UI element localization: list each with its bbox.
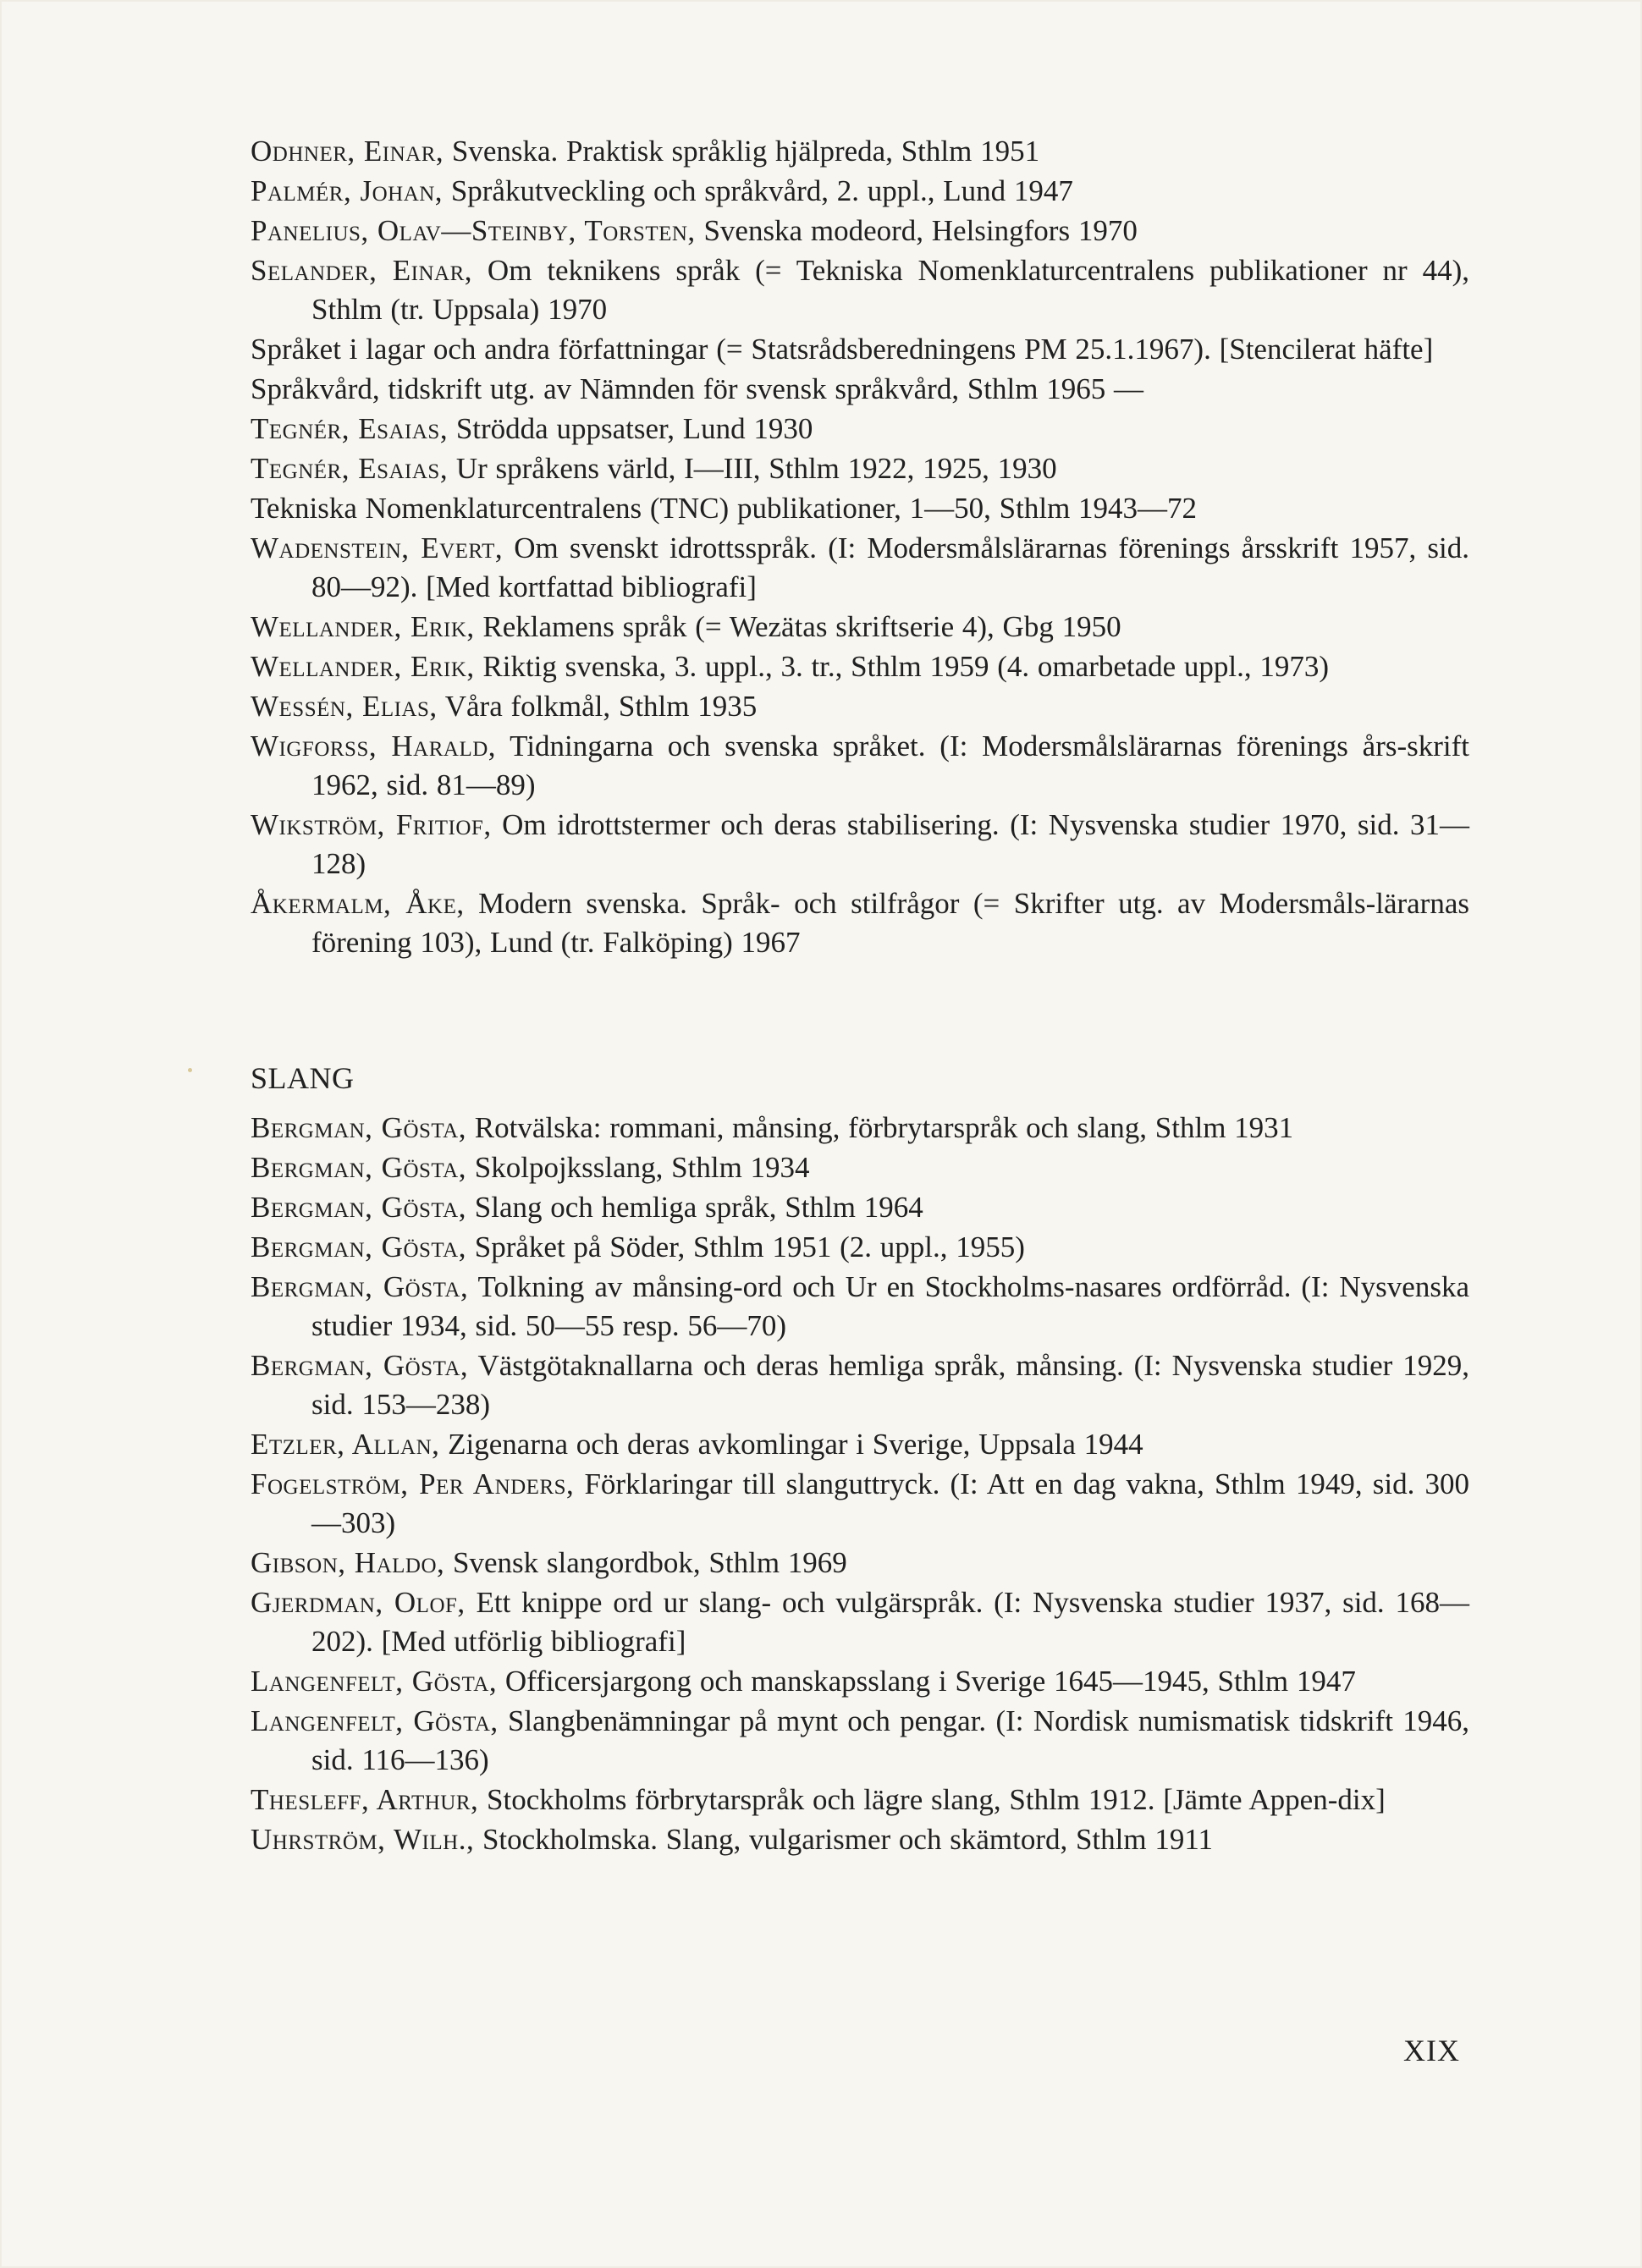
reference-entry xyxy=(251,489,1469,528)
reference-text: Rotvälska: rommani, månsing, förbrytarspråk och slang, Sthlm 1931 xyxy=(466,1111,1294,1144)
reference-entry xyxy=(251,1820,1469,1859)
reference-entry xyxy=(251,1346,1469,1424)
reference-text: Språkutveckling och språkvård, 2. uppl., Lund 1947 xyxy=(443,174,1073,207)
author-name: Langenfelt, Gösta, xyxy=(251,1704,499,1737)
reference-entry xyxy=(251,1781,1469,1819)
reference-entry xyxy=(251,370,1469,409)
reference-entry xyxy=(251,251,1469,329)
reference-entry xyxy=(251,1662,1469,1701)
reference-text: Strödda uppsatser, Lund 1930 xyxy=(448,412,813,445)
reference-entry xyxy=(251,727,1469,805)
reference-text: Slangbenämningar på mynt och pengar. (I: Nordisk numismatisk tidskrift 1946, sid. 116—136) xyxy=(311,1704,1469,1776)
author-name: Bergman, Gösta, xyxy=(251,1230,466,1263)
reference-entry xyxy=(251,410,1469,449)
reference-entry xyxy=(251,1268,1469,1346)
author-name: Bergman, Gösta, xyxy=(251,1151,466,1184)
reference-text: Språket på Söder, Sthlm 1951 (2. uppl., 1955) xyxy=(466,1230,1025,1263)
reference-text: Förklaringar till slanguttryck. (I: Att en dag vakna, Sthlm 1949, sid. 300—303) xyxy=(311,1467,1469,1539)
author-name: Palmér, Johan, xyxy=(251,174,444,207)
reference-list-slang xyxy=(251,1109,1469,1860)
author-name: Wessén, Elias, xyxy=(251,690,438,723)
reference-text: Ett knippe ord ur slang- och vulgärspråk. (I: Nysvenska studier 1937, sid. 168—202). [Med utförlig bibliografi] xyxy=(311,1586,1469,1658)
author-name: Etzler, Allan, xyxy=(251,1428,440,1461)
author-name: Bergman, Gösta, xyxy=(251,1111,466,1144)
reference-text: Reklamens språk (= Wezätas skriftserie 4), Gbg 1950 xyxy=(474,610,1121,643)
reference-text: Svenska modeord, Helsingfors 1970 xyxy=(695,214,1138,247)
reference-entry xyxy=(251,647,1469,686)
reference-text: Stockholmska. Slang, vulgarismer och skämtord, Sthlm 1911 xyxy=(474,1823,1214,1856)
section-heading: SLANG xyxy=(251,1061,355,1095)
reference-entry xyxy=(251,1148,1469,1187)
author-name: Bergman, Gösta, xyxy=(251,1191,466,1224)
reference-text: Svenska. Praktisk språklig hjälpreda, Sthlm 1951 xyxy=(444,135,1040,168)
page-number: XIX xyxy=(1403,2034,1460,2067)
reference-text: Tekniska Nomenklaturcentralens (TNC) publikationer, 1—50, Sthlm 1943—72 xyxy=(251,492,1198,525)
reference-text: Om teknikens språk (= Tekniska Nomenklaturcentralens publikationer nr 44), Sthlm (tr. Uppsala) 1970 xyxy=(311,254,1469,326)
reference-text: Modern svenska. Språk- och stilfrågor (= Skrifter utg. av Modersmåls-lärarnas förening 103), Lund (tr. Falköping) 1967 xyxy=(311,887,1469,959)
reference-entry xyxy=(251,330,1469,369)
author-name: Gibson, Haldo, xyxy=(251,1546,445,1579)
reference-text: Tolkning av månsing-ord och Ur en Stockholms-nasares ordförråd. (I: Nysvenska studier 1934, sid. 50—55 resp. 56—70) xyxy=(311,1270,1469,1342)
author-name: Uhrström, Wilh., xyxy=(251,1823,475,1856)
author-name: Odhner, Einar, xyxy=(251,135,444,168)
reference-entry xyxy=(251,1425,1469,1464)
reference-text: Språket i lagar och andra författningar (= Statsrådsberedningens PM 25.1.1967). [Stencilerat häfte] xyxy=(251,333,1434,366)
reference-entry xyxy=(251,1583,1469,1661)
reference-entry xyxy=(251,1544,1469,1583)
author-name: Wigforss, Harald, xyxy=(251,729,497,762)
reference-entry xyxy=(251,529,1469,607)
reference-entry xyxy=(251,884,1469,962)
reference-entry xyxy=(251,608,1469,647)
reference-entry xyxy=(251,449,1469,488)
author-name: Langenfelt, Gösta, xyxy=(251,1665,498,1698)
reference-text: Stockholms förbrytarspråk och lägre slang, Sthlm 1912. [Jämte Appen-dix] xyxy=(478,1783,1386,1816)
author-name: Wadenstein, Evert, xyxy=(251,531,504,564)
reference-text: Officersjargong och manskapsslang i Sverige 1645—1945, Sthlm 1947 xyxy=(497,1665,1356,1698)
reference-text: Tidningarna och svenska språket. (I: Modersmålslärarnas förenings års-skrift 1962, sid. 81—89) xyxy=(311,729,1469,801)
reference-entry xyxy=(251,1188,1469,1227)
author-name: Fogelström, Per Anders, xyxy=(251,1467,575,1500)
reference-text: Om idrottstermer och deras stabilisering. (I: Nysvenska studier 1970, sid. 31—128) xyxy=(311,808,1469,880)
reference-text: Skolpojksslang, Sthlm 1934 xyxy=(466,1151,810,1184)
author-name: Tegnér, Esaias, xyxy=(251,412,449,445)
reference-entry xyxy=(251,1228,1469,1267)
reference-text: Om svenskt idrottsspråk. (I: Modersmålslärarnas förenings årsskrift 1957, sid. 80—92). [Med kortfattad bibliografi] xyxy=(311,531,1469,603)
reference-entry xyxy=(251,1702,1469,1780)
reference-text: Slang och hemliga språk, Sthlm 1964 xyxy=(466,1191,923,1224)
reference-text: Västgötaknallarna och deras hemliga språk, månsing. (I: Nysvenska studier 1929, sid. 153—238) xyxy=(311,1349,1470,1421)
reference-entry xyxy=(251,172,1469,211)
author-name: Panelius, Olav—Steinby, Torsten, xyxy=(251,214,696,247)
reference-entry xyxy=(251,212,1469,250)
paper-speck xyxy=(188,1068,192,1072)
author-name: Thesleff, Arthur, xyxy=(251,1783,479,1816)
reference-text: Språkvård, tidskrift utg. av Nämnden för svensk språkvård, Sthlm 1965 — xyxy=(251,372,1143,405)
reference-entry xyxy=(251,1109,1469,1148)
reference-entry xyxy=(251,687,1469,726)
reference-text: Svensk slangordbok, Sthlm 1969 xyxy=(444,1546,847,1579)
author-name: Wikström, Fritiof, xyxy=(251,808,492,841)
author-name: Bergman, Gösta, xyxy=(251,1270,469,1303)
author-name: Bergman, Gösta, xyxy=(251,1349,469,1382)
reference-text: Våra folkmål, Sthlm 1935 xyxy=(437,690,758,723)
reference-entry xyxy=(251,1465,1469,1543)
reference-entry xyxy=(251,132,1469,171)
author-name: Selander, Einar, xyxy=(251,254,473,287)
reference-entry xyxy=(251,806,1469,884)
author-name: Åkermalm, Åke, xyxy=(251,887,465,920)
reference-list-general xyxy=(251,132,1469,963)
reference-text: Zigenarna och deras avkomlingar i Sverige, Uppsala 1944 xyxy=(439,1428,1143,1461)
author-name: Tegnér, Esaias, xyxy=(251,452,449,485)
author-name: Wellander, Erik, xyxy=(251,610,475,643)
author-name: Gjerdman, Olof, xyxy=(251,1586,466,1619)
author-name: Wellander, Erik, xyxy=(251,650,475,683)
reference-text: Ur språkens värld, I—III, Sthlm 1922, 1925, 1930 xyxy=(448,452,1057,485)
reference-text: Riktig svenska, 3. uppl., 3. tr., Sthlm 1959 (4. omarbetade uppl., 1973) xyxy=(474,650,1330,683)
